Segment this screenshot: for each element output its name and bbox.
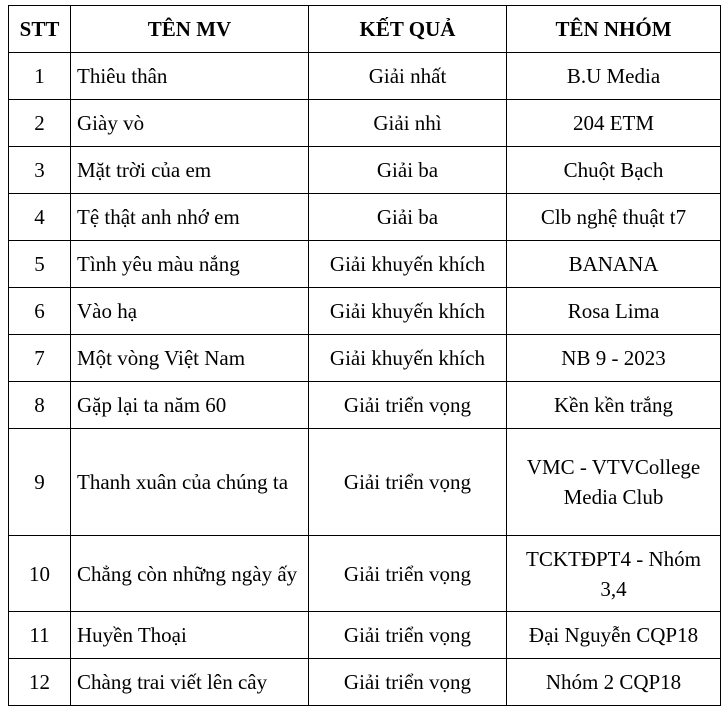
row-group-name: VMC - VTVCollege Media Club — [507, 429, 721, 536]
table-row — [9, 147, 721, 194]
row-stt: 4 — [9, 194, 71, 241]
row-stt: 9 — [9, 429, 71, 536]
row-group-name: Rosa Lima — [507, 288, 721, 335]
row-group-name: Đại Nguyễn CQP18 — [507, 612, 721, 659]
row-mv-name: Tệ thật anh nhớ em — [71, 194, 309, 241]
table-row — [9, 241, 721, 288]
row-result: Giải triển vọng — [309, 612, 507, 659]
row-stt: 7 — [9, 335, 71, 382]
row-result: Giải triển vọng — [309, 659, 507, 706]
table-row — [9, 382, 721, 429]
table-row — [9, 100, 721, 147]
row-mv-name: Một vòng Việt Nam — [71, 335, 309, 382]
results-table — [8, 5, 721, 706]
header-mv-name: TÊN MV — [71, 6, 309, 53]
table-row — [9, 659, 721, 706]
row-group-name: Clb nghệ thuật t7 — [507, 194, 721, 241]
row-stt: 11 — [9, 612, 71, 659]
header-stt: STT — [9, 6, 71, 53]
table-row — [9, 288, 721, 335]
row-mv-name: Huyền Thoại — [71, 612, 309, 659]
header-group-name: TÊN NHÓM — [507, 6, 721, 53]
row-mv-name: Giày vò — [71, 100, 309, 147]
row-group-name: Kền kền trắng — [507, 382, 721, 429]
row-mv-name: Tình yêu màu nắng — [71, 241, 309, 288]
header-result: KẾT QUẢ — [309, 6, 507, 53]
row-stt: 12 — [9, 659, 71, 706]
row-stt: 3 — [9, 147, 71, 194]
row-group-name: NB 9 - 2023 — [507, 335, 721, 382]
row-stt: 8 — [9, 382, 71, 429]
row-group-name: B.U Media — [507, 53, 721, 100]
row-result: Giải triển vọng — [309, 536, 507, 612]
row-group-name: TCKTĐPT4 - Nhóm 3,4 — [507, 536, 721, 612]
table-row — [9, 335, 721, 382]
row-stt: 2 — [9, 100, 71, 147]
row-result: Giải ba — [309, 194, 507, 241]
row-mv-name: Chàng trai viết lên cây — [71, 659, 309, 706]
row-mv-name: Gặp lại ta năm 60 — [71, 382, 309, 429]
row-result: Giải ba — [309, 147, 507, 194]
row-stt: 6 — [9, 288, 71, 335]
row-result: Giải khuyến khích — [309, 241, 507, 288]
row-mv-name: Mặt trời của em — [71, 147, 309, 194]
row-mv-name: Vào hạ — [71, 288, 309, 335]
row-group-name: Nhóm 2 CQP18 — [507, 659, 721, 706]
row-result: Giải triển vọng — [309, 429, 507, 536]
row-group-name: 204 ETM — [507, 100, 721, 147]
table-header-row — [9, 6, 721, 53]
row-result: Giải triển vọng — [309, 382, 507, 429]
row-result: Giải nhất — [309, 53, 507, 100]
row-group-name: Chuột Bạch — [507, 147, 721, 194]
table-row — [9, 429, 721, 536]
row-stt: 10 — [9, 536, 71, 612]
row-stt: 1 — [9, 53, 71, 100]
row-group-name: BANANA — [507, 241, 721, 288]
table-row — [9, 53, 721, 100]
row-mv-name: Thiêu thân — [71, 53, 309, 100]
row-result: Giải khuyến khích — [309, 288, 507, 335]
table-row — [9, 194, 721, 241]
row-mv-name: Thanh xuân của chúng ta — [71, 429, 309, 536]
row-result: Giải nhì — [309, 100, 507, 147]
row-mv-name: Chẳng còn những ngày ấy — [71, 536, 309, 612]
row-result: Giải khuyến khích — [309, 335, 507, 382]
row-stt: 5 — [9, 241, 71, 288]
table-row — [9, 612, 721, 659]
table-row — [9, 536, 721, 612]
